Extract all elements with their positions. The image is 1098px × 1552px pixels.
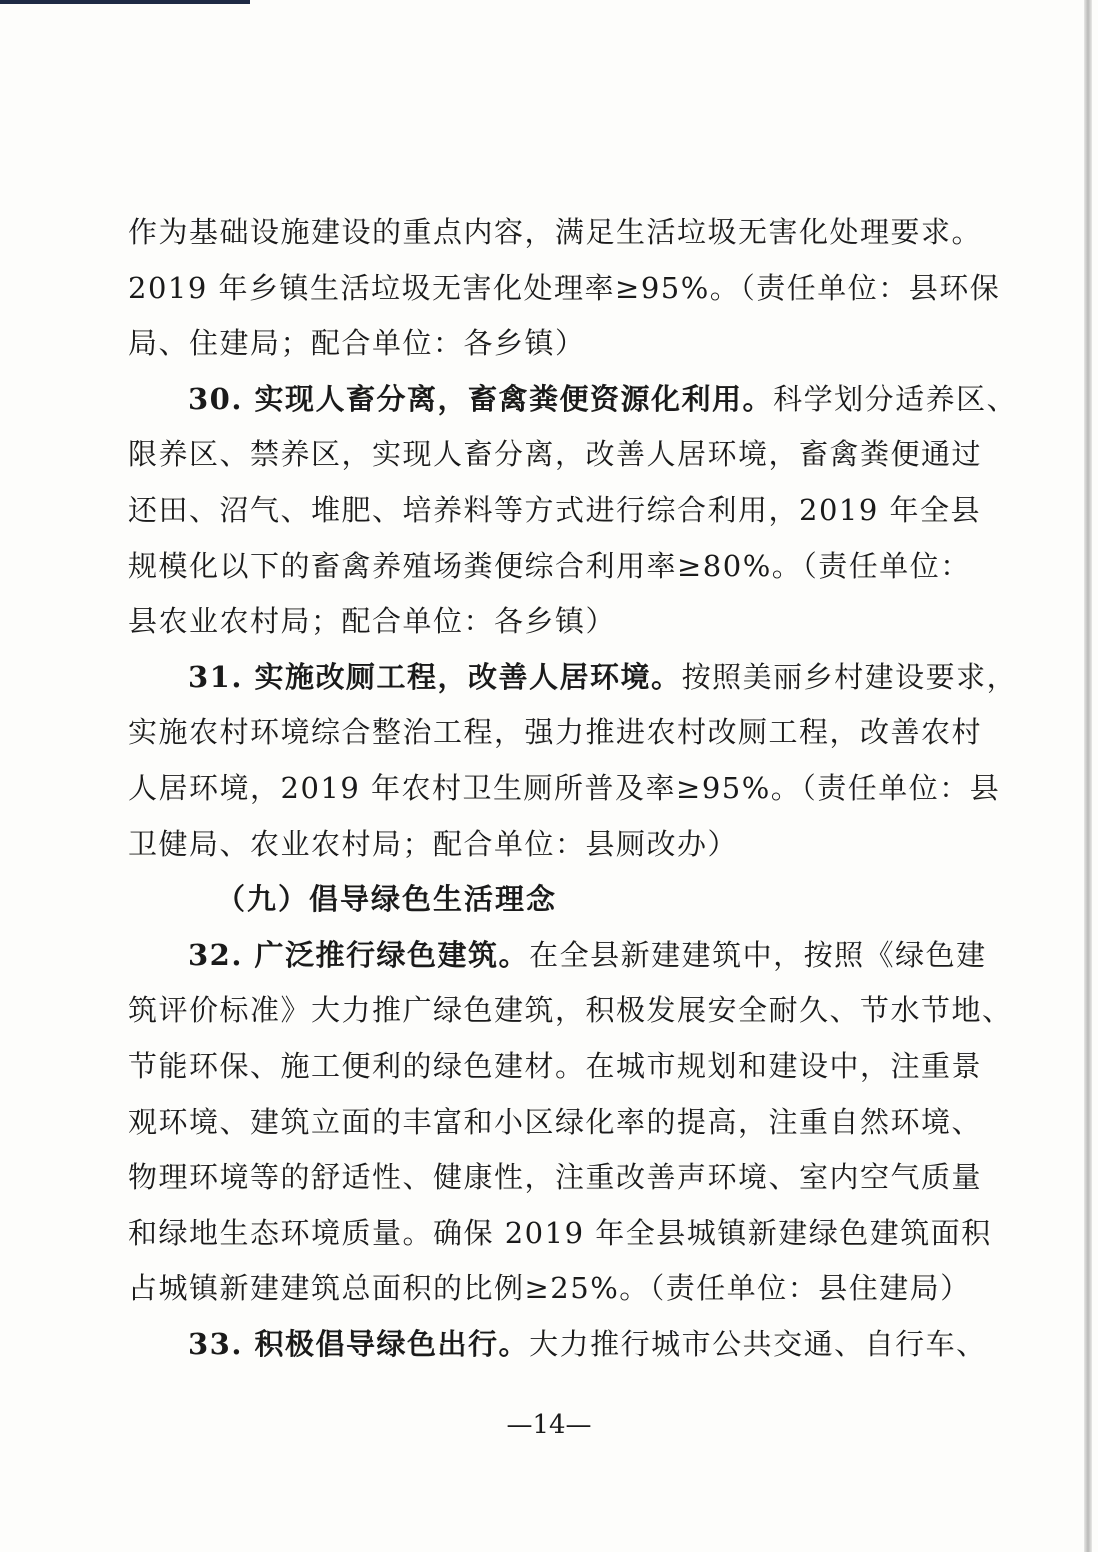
- scan-edge-shadow: [1084, 0, 1092, 1552]
- paragraph-line: 物理环境等的舒适性、健康性，注重改善声环境、室内空气质量: [128, 1160, 983, 1195]
- item-31-first-line: [128, 650, 1018, 706]
- item-30-heading: 30. 实现人畜分离，畜禽粪便资源化利用。: [188, 381, 774, 416]
- item-31-heading: 31. 实施改厕工程，改善人居环境。: [188, 659, 682, 694]
- paragraph-line: 2019 年乡镇生活垃圾无害化处理率≥95%。（责任单位：县环保: [128, 270, 1001, 305]
- paragraph-line: 规模化以下的畜禽养殖场粪便综合利用率≥80%。（责任单位：: [128, 548, 971, 583]
- paragraph-line: 筑评价标准》大力推广绿色建筑，积极发展安全耐久、节水节地、: [128, 993, 1013, 1028]
- section-heading: （九）倡导绿色生活理念: [216, 882, 558, 917]
- paragraph-line: 节能环保、施工便利的绿色建材。在城市规划和建设中，注重景: [128, 1048, 983, 1083]
- item-30-text: 科学划分适养区、: [773, 381, 1018, 416]
- paragraph-line: 局、住建局；配合单位：各乡镇）: [128, 326, 586, 361]
- item-32-heading: 32. 广泛推行绿色建筑。: [188, 937, 530, 972]
- item-31-text: 按照美丽乡村建设要求，: [681, 659, 1018, 694]
- paragraph-line: 还田、沼气、堆肥、培养料等方式进行综合利用，2019 年全县: [128, 492, 982, 527]
- item-32-first-line: [128, 928, 987, 984]
- paragraph-line: 县农业农村局；配合单位：各乡镇）: [128, 604, 617, 639]
- scan-artifact: [0, 0, 250, 4]
- paragraph-line: 实施农村环境综合整治工程，强力推进农村改厕工程，改善农村: [128, 715, 983, 750]
- paragraph-line: 观环境、建筑立面的丰富和小区绿化率的提高，注重自然环境、: [128, 1104, 983, 1139]
- paragraph-line: 人居环境，2019 年农村卫生厕所普及率≥95%。（责任单位：县: [128, 770, 1001, 805]
- paragraph-line: 和绿地生态环境质量。确保 2019 年全县城镇新建绿色建筑面积: [128, 1215, 992, 1250]
- page-number: —14—: [506, 1410, 592, 1440]
- paragraph-line: 卫健局、农业农村局；配合单位：县厕改办）: [128, 826, 739, 861]
- item-30-first-line: [128, 372, 1018, 428]
- item-33-text: 大力推行城市公共交通、自行车、: [529, 1326, 987, 1361]
- item-33-first-line: [128, 1317, 987, 1373]
- item-33-heading: 33. 积极倡导绿色出行。: [188, 1326, 530, 1361]
- paragraph-line: 作为基础设施建设的重点内容，满足生活垃圾无害化处理要求。: [128, 215, 983, 249]
- paragraph-line: 占城镇新建建筑总面积的比例≥25%。（责任单位：县住建局）: [128, 1271, 971, 1306]
- item-32-text: 在全县新建建筑中，按照《绿色建: [529, 937, 987, 972]
- paragraph-line: 限养区、禁养区，实现人畜分离，改善人居环境，畜禽粪便通过: [128, 437, 983, 472]
- document-body: [128, 205, 1018, 1372]
